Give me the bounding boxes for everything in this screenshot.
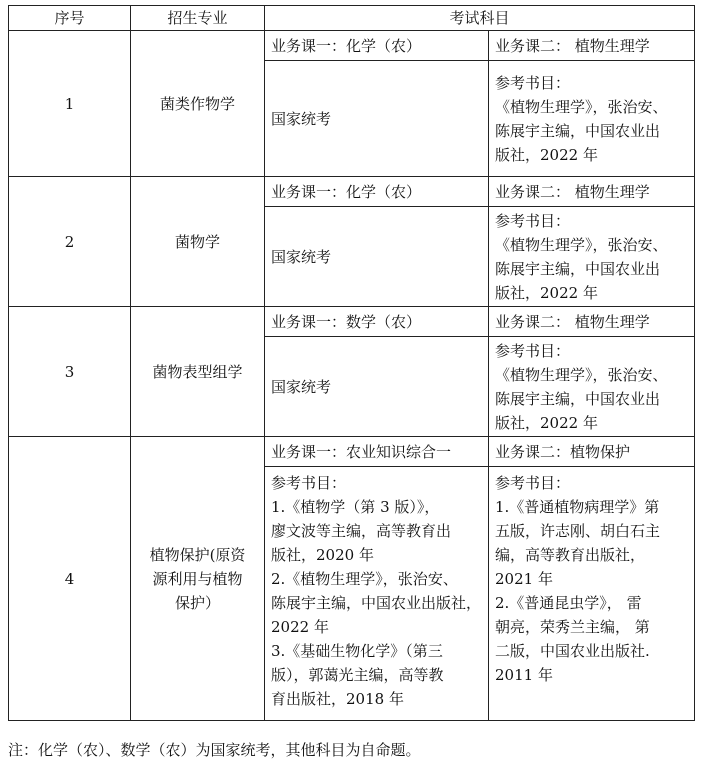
reference-books: 参考书目： 《植物生理学》，张治安、 陈展宇主编，中国农业出 版社，2022 年 <box>489 61 695 177</box>
header-subjects: 考试科目 <box>265 6 695 31</box>
exam-type: 国家统考 <box>265 61 489 177</box>
exam-subjects-table <box>8 5 695 721</box>
header-major: 招生专业 <box>131 6 265 31</box>
table-row <box>9 307 695 337</box>
course-one: 业务课一：化学（农） <box>265 31 489 61</box>
reference-books: 参考书目： 《植物生理学》，张治安、 陈展宇主编，中国农业出 版社，2022 年 <box>489 337 695 437</box>
row-number: 2 <box>9 177 131 307</box>
row-number: 3 <box>9 307 131 437</box>
major-name: 菌物学 <box>131 177 265 307</box>
course-two: 业务课二： 植物生理学 <box>489 177 695 207</box>
footnote: 注：化学（农）、数学（农）为国家统考，其他科目为自命题。 <box>8 741 421 759</box>
course-one: 业务课一：农业知识综合一 <box>265 437 489 467</box>
major-name: 菌物表型组学 <box>131 307 265 437</box>
reference-books-left: 参考书目： 1.《植物学（第 3 版）》， 廖文波等主编，高等教育出 版社，2020 年 2.《植物生理学》，张治安、 陈展宇主编，中国农业出版社， 2022 年 3.《基础生物化学》（第三 版），郭蔼光主编，高等教 育出版社，2018 年 <box>265 467 489 721</box>
reference-books-right: 参考书目： 1.《普通植物病理学》第 五版，许志刚、胡白石主 编，高等教育出版社， 2021 年 2.《普通昆虫学》， 雷 朝亮，荣秀兰主编， 第 二版，中国农业出版社. 2011 年 <box>489 467 695 721</box>
table-row <box>9 177 695 207</box>
row-number: 1 <box>9 31 131 177</box>
header-no: 序号 <box>9 6 131 31</box>
major-name: 菌类作物学 <box>131 31 265 177</box>
course-two: 业务课二： 植物生理学 <box>489 31 695 61</box>
course-two: 业务课二： 植物生理学 <box>489 307 695 337</box>
major-name: 植物保护(原资 源利用与植物 保护） <box>131 437 265 721</box>
course-one: 业务课一：数学（农） <box>265 307 489 337</box>
exam-type: 国家统考 <box>265 207 489 307</box>
course-two: 业务课二：植物保护 <box>489 437 695 467</box>
exam-type: 国家统考 <box>265 337 489 437</box>
table-row <box>9 31 695 61</box>
table-header-row <box>9 6 695 31</box>
table-row <box>9 437 695 467</box>
row-number: 4 <box>9 437 131 721</box>
course-one: 业务课一：化学（农） <box>265 177 489 207</box>
reference-books: 参考书目： 《植物生理学》，张治安、 陈展宇主编，中国农业出 版社，2022 年 <box>489 207 695 307</box>
